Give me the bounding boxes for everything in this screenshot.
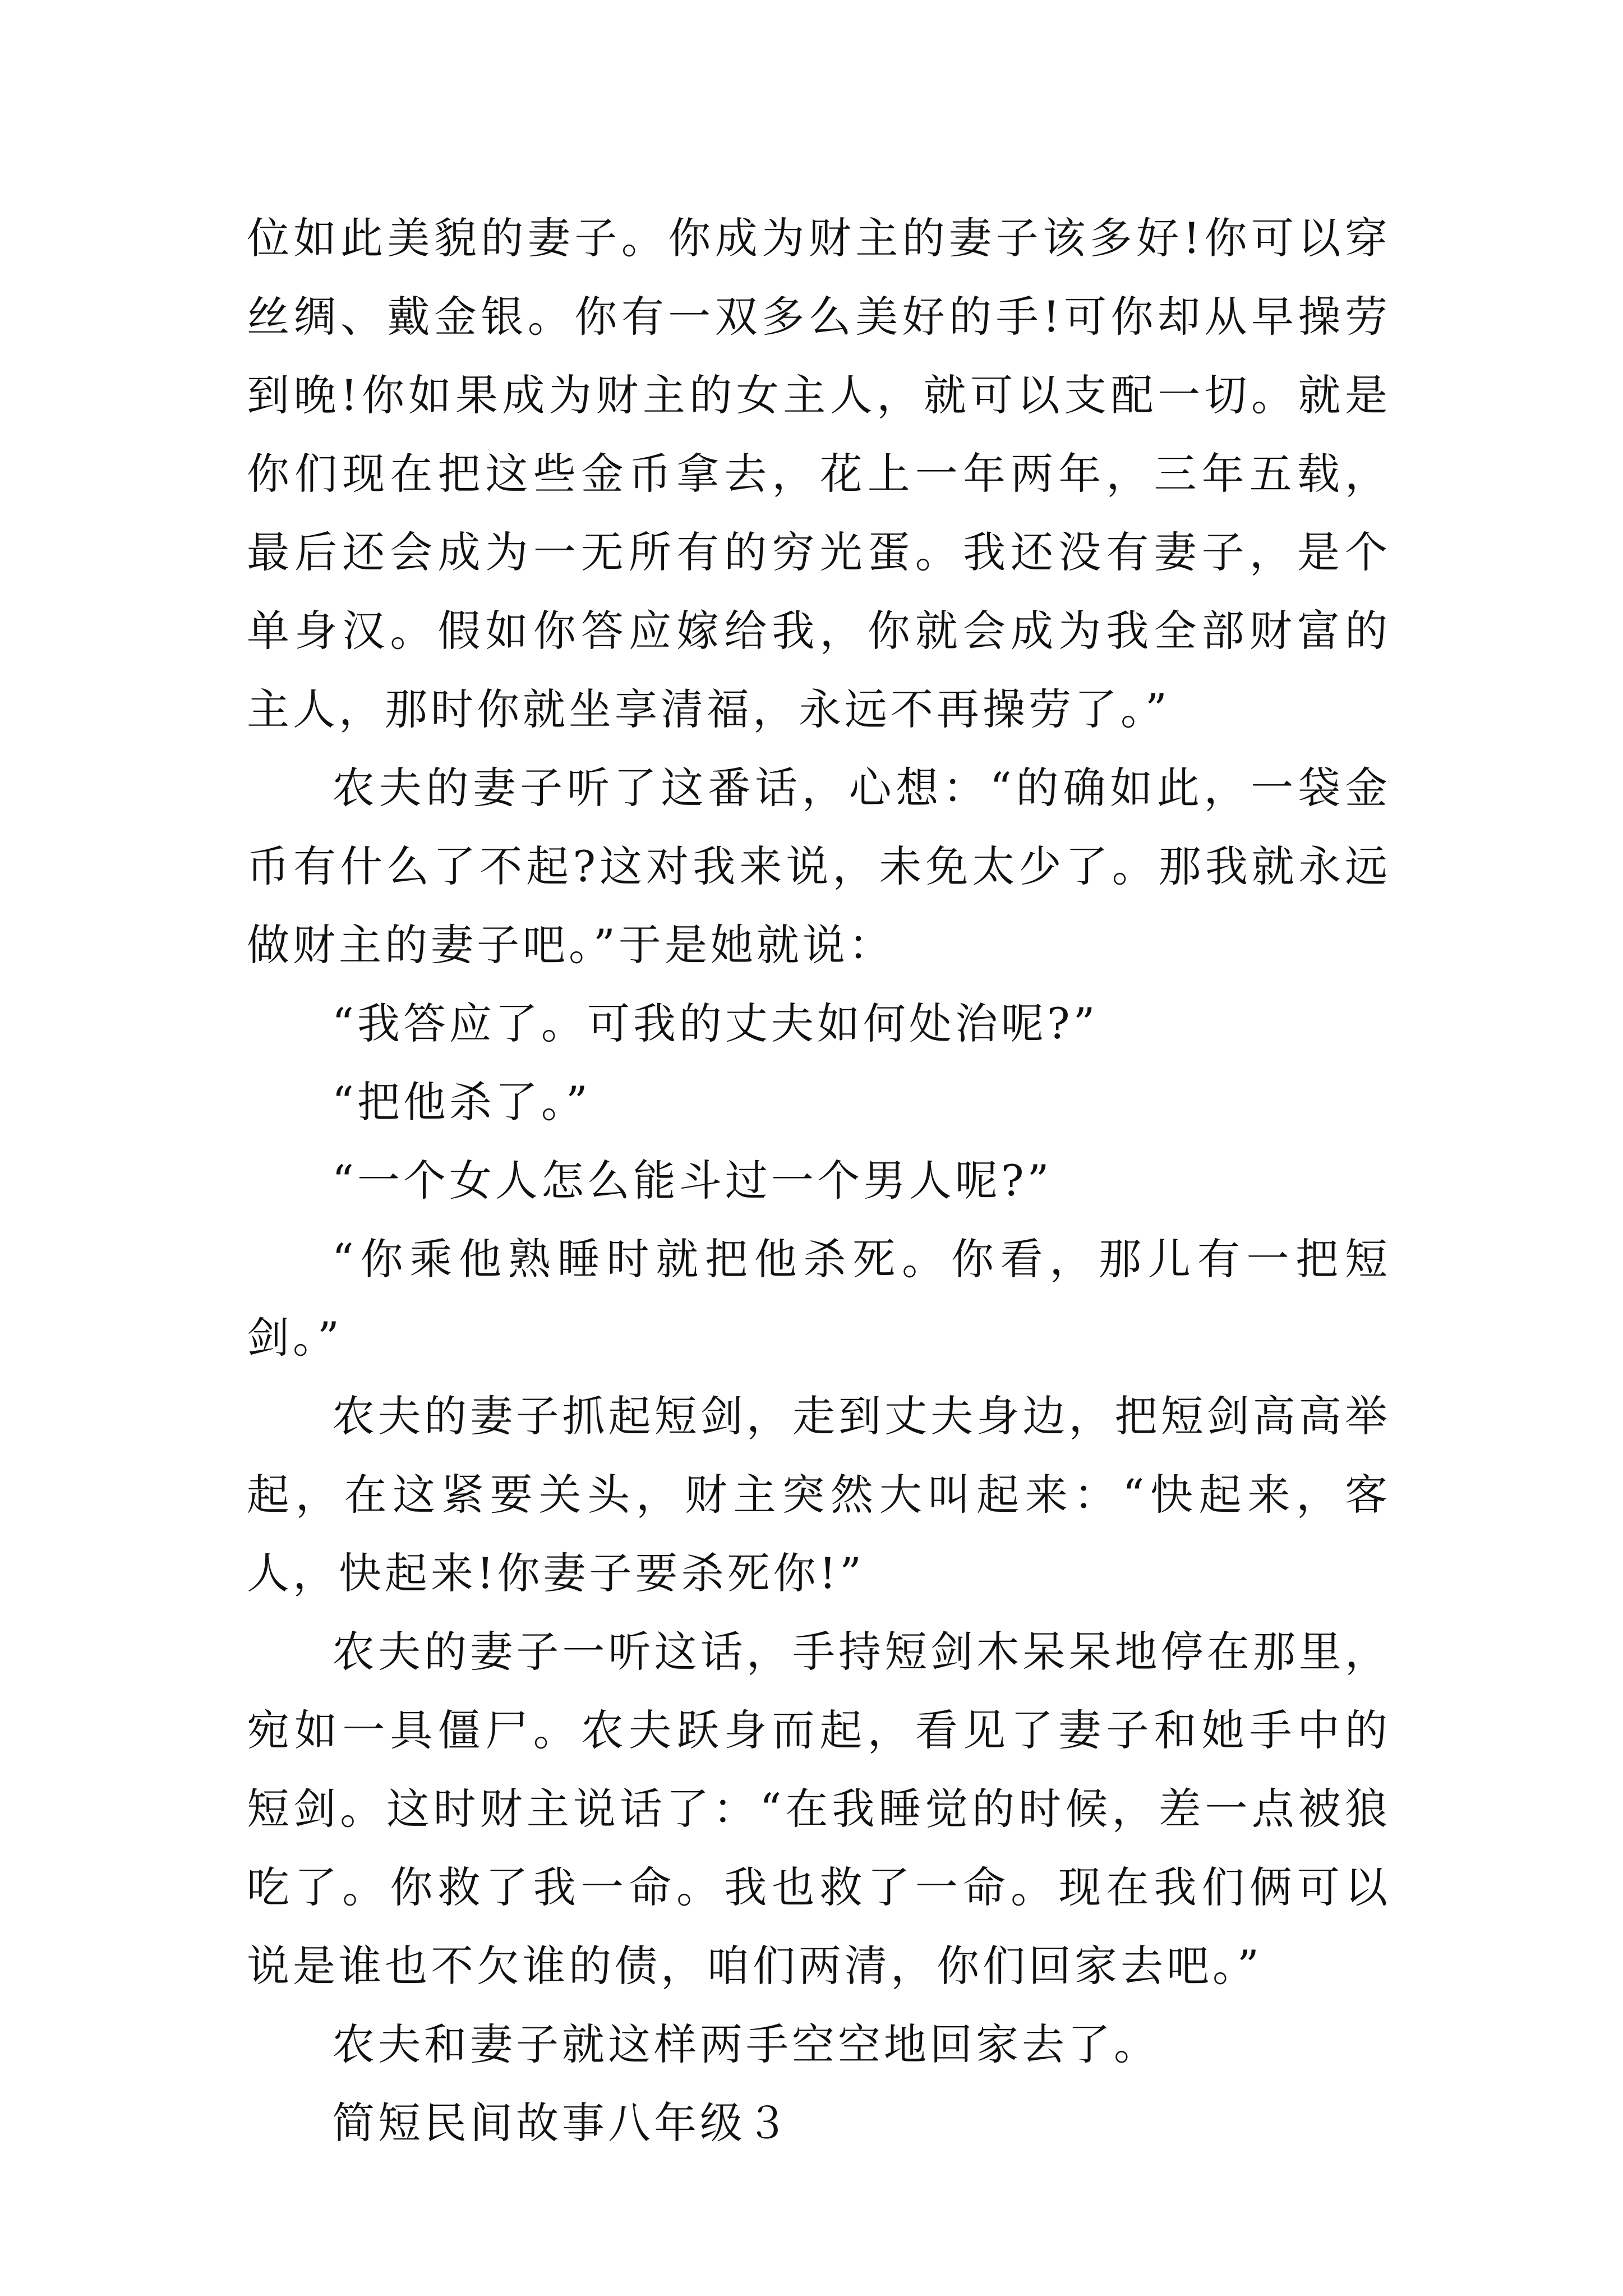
paragraph-5: “一个女人怎么能斗过一个男人呢?” [332,1156,1053,1205]
paragraph-1: 位如此美貌的妻子。你成为财主的妻子该多好!你可以穿丝绸、戴金银。你有一双多么美好的手!可你却从早操劳到晚!你如果成为财主的女主人，就可以支配一切。就是你们现在把这些金币拿去，花上一年两年，三年五载，最后还会成为一无所有的穷光蛋。我还没有妻子，是个单身汉。假如你答应嫁给我，你就会成为我全部财富的主人，那时你就坐享清福，永远不再操劳了。” [247,213,1391,734]
paragraph-6: “你乘他熟睡时就把他杀死。你看，那儿有一把短剑。” [247,1234,1391,1363]
document-body [247,199,1391,2162]
paragraph-3: “我答应了。可我的丈夫如何处治呢?” [332,999,1099,1048]
paragraph-7: 农夫的妻子抓起短剑，走到丈夫身边，把短剑高高举起，在这紧要关头，财主突然大叫起来：“快起来，客人，快起来!你妻子要杀死你!” [247,1391,1391,1598]
paragraph-8: 农夫的妻子一听这话，手持短剑木呆呆地停在那里，宛如一具僵尸。农夫跃身而起，看见了妻子和她手中的短剑。这时财主说话了：“在我睡觉的时候，差一点被狼吃了。你救了我一命。我也救了一命。现在我们俩可以说是谁也不欠谁的债，咱们两清，你们回家去吧。” [247,1627,1391,1991]
paragraph-9: 农夫和妻子就这样两手空空地回家去了。 [332,2019,1160,2069]
paragraph-2: 农夫的妻子听了这番话，心想：“的确如此，一袋金币有什么了不起?这对我来说，未免太少了。那我就永远做财主的妻子吧。”于是她就说： [247,763,1391,970]
paragraph-4: “把他杀了。” [332,1077,591,1127]
section-heading: 简短民间故事八年级３ [332,2098,792,2148]
